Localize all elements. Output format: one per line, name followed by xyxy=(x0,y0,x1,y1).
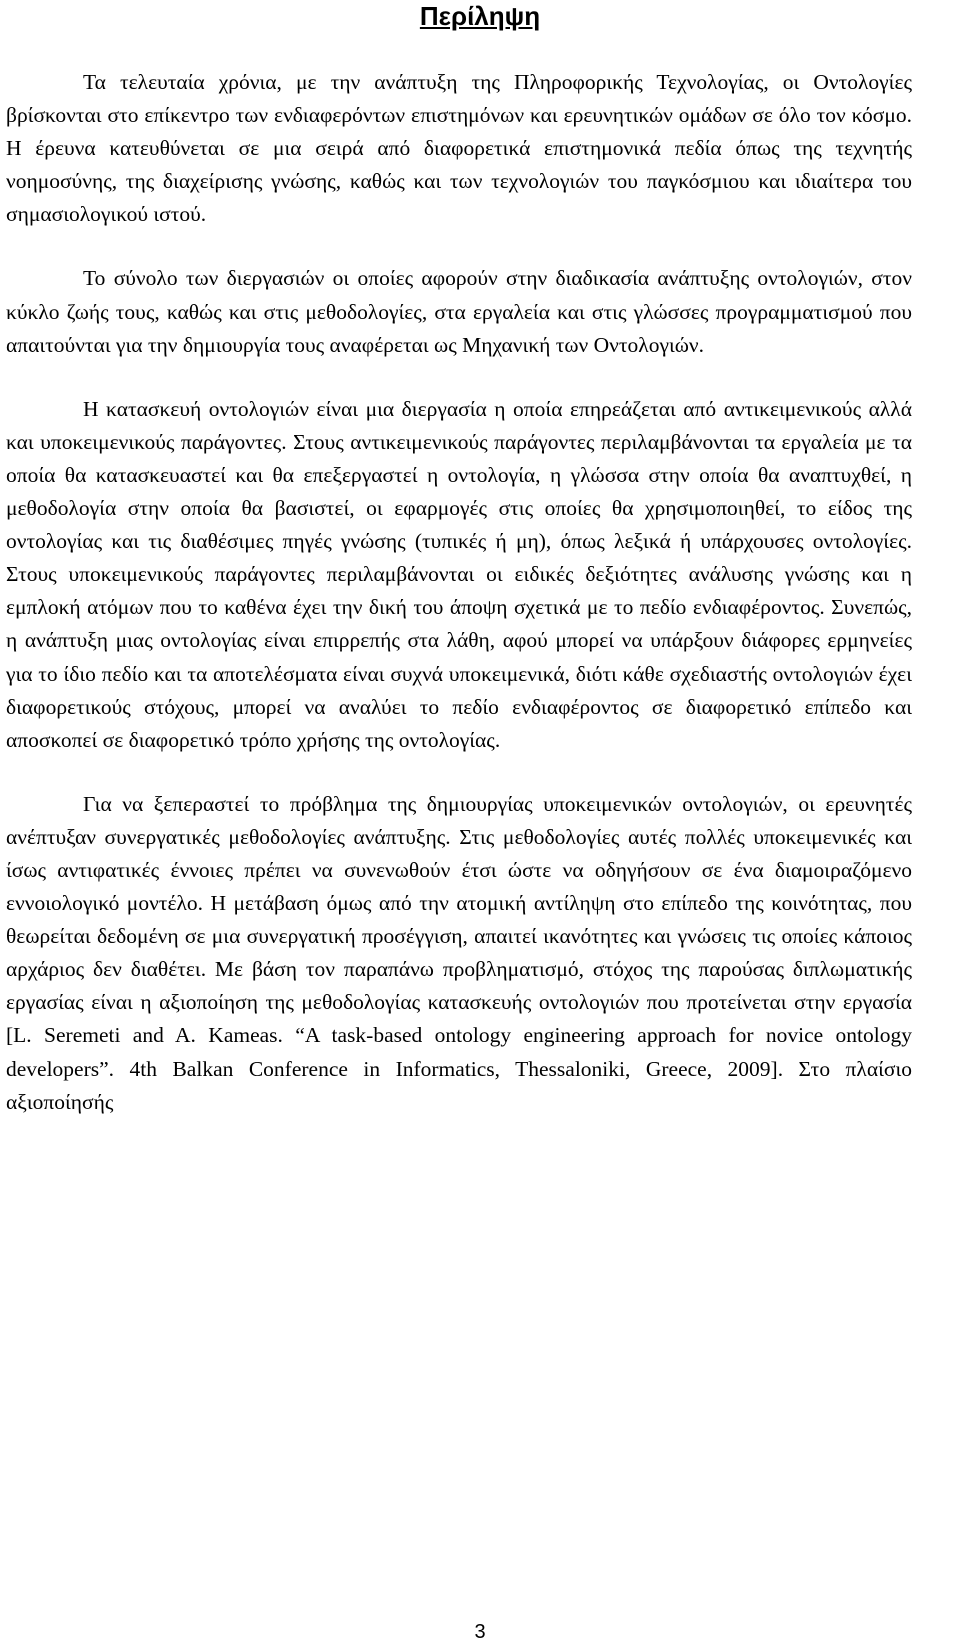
paragraph-4: Για να ξεπεραστεί το πρόβλημα της δημιουργίας υποκειμενικών οντολογιών, οι ερευνητές ανέπτυξαν συνεργατικές μεθοδολογίες ανάπτυξης. Στις μεθοδολογίες αυτές πολλές υποκειμενικές και ίσως αντιφατικές έννοιες πρέπει να συνενωθούν έτσι ώστε να οδηγήσουν σε ένα διαμοιραζόμενο εννοιολογικό μοντέλο. Η μετάβαση όμως από την ατομική αντίληψη στο επίπεδο της κοινότητας, που θεωρείται δεδομένη σε μια συνεργατική προσέγγιση, απαιτεί ικανότητες και γνώσεις τις οποίες κάποιος αρχάριος δεν διαθέτει. Με βάση τον παραπάνω προβληματισμό, στόχος της παρούσας διπλωματικής εργασίας είναι η αξιοποίηση της μεθοδολογίας κατασκευής οντολογιών που προτείνεται στην εργασία [L. Seremeti and A. Kameas. “A task-based ontology engineering approach for novice ontology developers”. 4th Balkan Conference in Informatics, Thessaloniki, Greece, 2009]. Στο πλαίσιο αξιοποίησής xyxy=(6,791,912,1114)
paragraph-1: Τα τελευταία χρόνια, με την ανάπτυξη της Πληροφορικής Τεχνολογίας, οι Οντολογίες βρίσκονται στο επίκεντρο των ενδιαφερόντων επιστημόνων και ερευνητικών ομάδων σε όλο τον κόσμο. Η έρευνα κατευθύνεται σε μια σειρά από διαφορετικά επιστημονικά πεδία όπως της τεχνητής νοημοσύνης, της διαχείρισης γνώσης, καθώς και των τεχνολογιών του παγκόσμιου και ιδιαίτερα του σημασιολογικού ιστού. xyxy=(6,70,912,227)
paragraph-3: Η κατασκευή οντολογιών είναι μια διεργασία η οποία επηρεάζεται από αντικειμενικούς αλλά και υποκειμενικούς παράγοντες. Στους αντικειμενικούς παράγοντες περιλαμβάνονται τα εργαλεία με τα οποία θα κατασκευαστεί και θα επεξεργαστεί η οντολογία, η γλώσσα στην οποία θα αναπτυχθεί, η μεθοδολογία στην οποία θα βασιστεί, οι εφαρμογές στις οποίες θα χρησιμοποιηθεί, το είδος της οντολογίας και τις διαθέσιμες πηγές γνώσης (τυπικές ή μη), όπως λεξικά ή υπάρχουσες οντολογίες. Στους υποκειμενικούς παράγοντες περιλαμβάνονται οι ειδικές δεξιότητες ανάλυσης γνώσης και η εμπλοκή ατόμων που το καθένα έχει την δική του άποψη σχετικά με το πεδίο ενδιαφέροντος. Συνεπώς, η ανάπτυξη μιας οντολογίας είναι επιρρεπής στα λάθη, αφού μπορεί να υπάρξουν διάφορες ερμηνείες για το ίδιο πεδίο και τα αποτελέσματα είναι συχνά υποκειμενικά, διότι κάθε σχεδιαστής οντολογιών έχει διαφορετικούς στόχους, μπορεί να αναλύει το πεδίο ενδιαφέροντος σε διαφορετικό επίπεδο και αποσκοπεί σε διαφορετικό τρόπο χρήσης της οντολογίας. xyxy=(6,396,912,752)
paragraph-gap xyxy=(6,757,912,788)
page-number: 3 xyxy=(474,1621,486,1643)
paragraph-2: Το σύνολο των διεργασιών οι οποίες αφορούν στην διαδικασία ανάπτυξης οντολογιών, στον κύκλο ζωής τους, καθώς και στις μεθοδολογίες, στα εργαλεία και στις γλώσσες προγραμματισμού που απαιτούνται για την δημιουργία τους αναφέρεται ως Μηχανική των Οντολογιών. xyxy=(6,266,912,357)
abstract-body xyxy=(6,66,912,1119)
paragraph-gap xyxy=(6,231,912,262)
paragraph-gap xyxy=(6,362,912,393)
page-title: Περίληψη xyxy=(419,1,541,31)
